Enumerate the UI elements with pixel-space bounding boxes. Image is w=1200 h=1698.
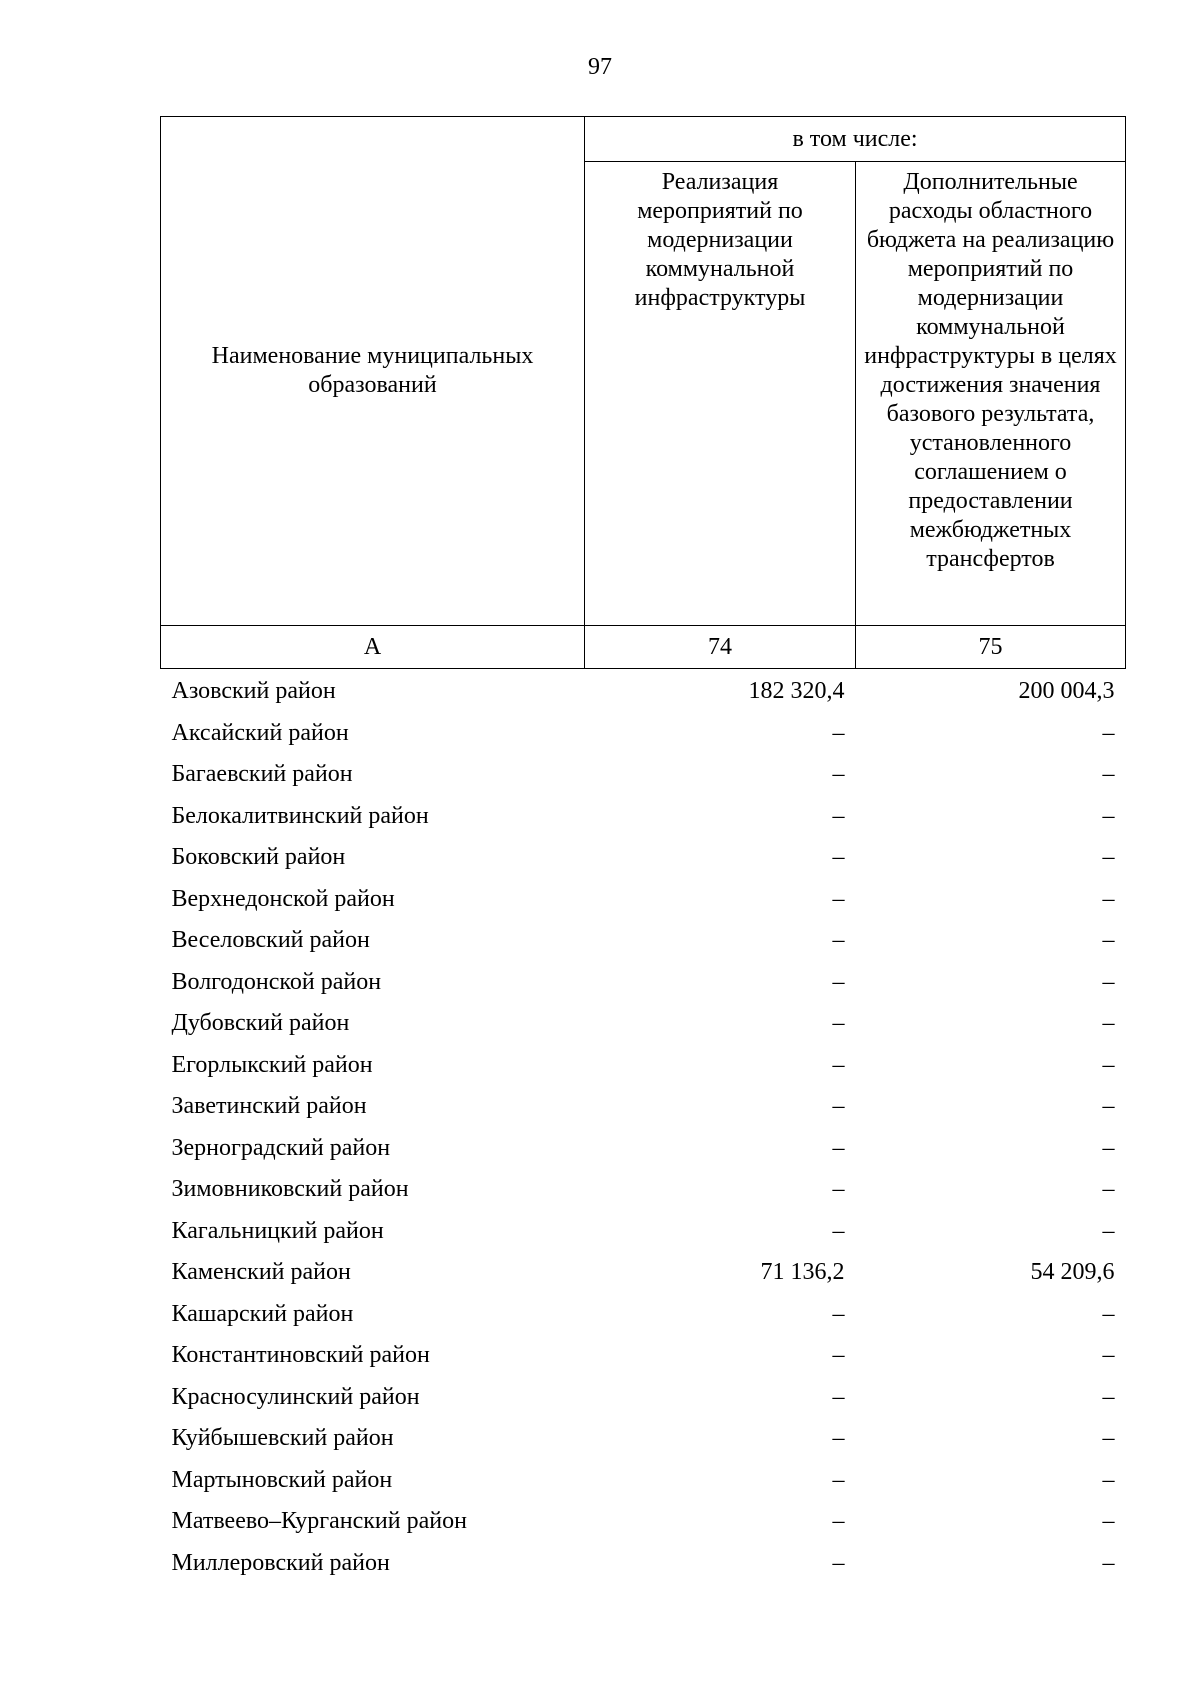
header-municipality-name: Наименование муниципальных образований bbox=[161, 117, 585, 626]
value-74-cell: – bbox=[832, 968, 845, 995]
table-row bbox=[161, 1128, 1126, 1170]
header-column-75: Дополнительные расходы областного бюджета на реализацию мероприятий по модернизации коммунальной инфраструктуры в целях достижения значения базового результата, установленного соглашением о предоставлении межбюджетных трансфертов bbox=[856, 162, 1126, 626]
table-row bbox=[161, 669, 1126, 713]
table-row bbox=[161, 1377, 1126, 1419]
municipality-name-cell: Каменский район bbox=[171, 1259, 351, 1286]
municipality-name-cell: Белокалитвинский район bbox=[171, 802, 429, 829]
value-74-cell: – bbox=[832, 802, 845, 829]
value-74-cell: – bbox=[832, 1508, 845, 1535]
table-header bbox=[161, 117, 1126, 669]
value-74-cell: 71 136,2 bbox=[760, 1259, 845, 1286]
value-75-cell: – bbox=[1102, 1300, 1115, 1327]
municipality-name-cell: Аксайский район bbox=[171, 719, 349, 746]
municipality-name-cell: Заветинский район bbox=[171, 1093, 367, 1120]
value-74-cell: – bbox=[832, 1466, 845, 1493]
value-75-cell: 54 209,6 bbox=[1030, 1259, 1115, 1286]
table-row bbox=[161, 1003, 1126, 1045]
municipality-name-cell: Мартыновский район bbox=[171, 1466, 393, 1493]
municipality-name-cell: Егорлыкский район bbox=[171, 1051, 373, 1078]
value-74-cell: – bbox=[832, 1300, 845, 1327]
table-row bbox=[161, 1460, 1126, 1502]
municipality-name-cell: Веселовский район bbox=[171, 927, 370, 954]
value-74-cell: – bbox=[832, 1010, 845, 1037]
value-75-cell: – bbox=[1102, 1342, 1115, 1369]
budget-table bbox=[160, 116, 1126, 1584]
header-including-group: в том числе: bbox=[585, 117, 1126, 162]
municipality-name-cell: Константиновский район bbox=[171, 1342, 430, 1369]
column-number-74: 74 bbox=[585, 626, 856, 669]
value-75-cell: 200 004,3 bbox=[1018, 678, 1115, 705]
table-row bbox=[161, 1045, 1126, 1087]
municipality-name-cell: Миллеровский район bbox=[171, 1549, 390, 1576]
value-75-cell: – bbox=[1102, 802, 1115, 829]
table-row bbox=[161, 879, 1126, 921]
value-75-cell: – bbox=[1102, 1010, 1115, 1037]
table-row bbox=[161, 1211, 1126, 1253]
table-row bbox=[161, 713, 1126, 755]
value-74-cell: – bbox=[832, 1176, 845, 1203]
value-75-cell: – bbox=[1102, 1466, 1115, 1493]
municipality-name-cell: Дубовский район bbox=[171, 1010, 350, 1037]
table-row bbox=[161, 1086, 1126, 1128]
value-74-cell: – bbox=[832, 1051, 845, 1078]
table-row bbox=[161, 1252, 1126, 1294]
table-row bbox=[161, 962, 1126, 1004]
municipality-name-cell: Красносулинский район bbox=[171, 1383, 420, 1410]
municipality-name-cell: Зерноградский район bbox=[171, 1134, 391, 1161]
header-column-74: Реализация мероприятий по модернизации коммунальной инфраструктуры bbox=[585, 162, 856, 626]
value-75-cell: – bbox=[1102, 719, 1115, 746]
value-75-cell: – bbox=[1102, 1383, 1115, 1410]
value-75-cell: – bbox=[1102, 927, 1115, 954]
value-74-cell: – bbox=[832, 885, 845, 912]
municipality-name-cell: Матвеево–Курганский район bbox=[171, 1508, 467, 1535]
municipality-name-cell: Волгодонской район bbox=[171, 968, 382, 995]
value-75-cell: – bbox=[1102, 1051, 1115, 1078]
value-74-cell: – bbox=[832, 1217, 845, 1244]
municipality-name-cell: Куйбышевский район bbox=[171, 1425, 394, 1452]
column-number-a: А bbox=[161, 626, 585, 669]
value-74-cell: – bbox=[832, 927, 845, 954]
table-row bbox=[161, 920, 1126, 962]
table-row bbox=[161, 1169, 1126, 1211]
value-74-cell: – bbox=[832, 1342, 845, 1369]
value-75-cell: – bbox=[1102, 1425, 1115, 1452]
table-body bbox=[161, 669, 1126, 1585]
municipality-name-cell: Кагальницкий район bbox=[171, 1217, 384, 1244]
value-75-cell: – bbox=[1102, 1549, 1115, 1576]
municipality-name-cell: Багаевский район bbox=[171, 761, 353, 788]
value-74-cell: – bbox=[832, 761, 845, 788]
value-74-cell: – bbox=[832, 1549, 845, 1576]
value-75-cell: – bbox=[1102, 1134, 1115, 1161]
table-row bbox=[161, 1543, 1126, 1585]
value-74-cell: – bbox=[832, 1093, 845, 1120]
value-75-cell: – bbox=[1102, 968, 1115, 995]
municipality-name-cell: Верхнедонской район bbox=[171, 885, 395, 912]
value-75-cell: – bbox=[1102, 1176, 1115, 1203]
value-75-cell: – bbox=[1102, 844, 1115, 871]
value-74-cell: – bbox=[832, 719, 845, 746]
table-row bbox=[161, 754, 1126, 796]
municipality-name-cell: Боковский район bbox=[171, 844, 346, 871]
value-75-cell: – bbox=[1102, 761, 1115, 788]
value-74-cell: – bbox=[832, 1383, 845, 1410]
table-row bbox=[161, 1294, 1126, 1336]
value-75-cell: – bbox=[1102, 1508, 1115, 1535]
value-74-cell: – bbox=[832, 1134, 845, 1161]
page-number: 97 bbox=[588, 54, 612, 80]
municipality-name-cell: Азовский район bbox=[171, 678, 336, 705]
table-row bbox=[161, 796, 1126, 838]
value-74-cell: – bbox=[832, 844, 845, 871]
value-74-cell: 182 320,4 bbox=[748, 678, 845, 705]
value-75-cell: – bbox=[1102, 1093, 1115, 1120]
column-number-75: 75 bbox=[856, 626, 1126, 669]
table-row bbox=[161, 1501, 1126, 1543]
value-75-cell: – bbox=[1102, 1217, 1115, 1244]
municipality-name-cell: Кашарский район bbox=[171, 1300, 354, 1327]
municipality-name-cell: Зимовниковский район bbox=[171, 1176, 409, 1203]
table-row bbox=[161, 837, 1126, 879]
table-row bbox=[161, 1335, 1126, 1377]
value-74-cell: – bbox=[832, 1425, 845, 1452]
value-75-cell: – bbox=[1102, 885, 1115, 912]
table-row bbox=[161, 1418, 1126, 1460]
